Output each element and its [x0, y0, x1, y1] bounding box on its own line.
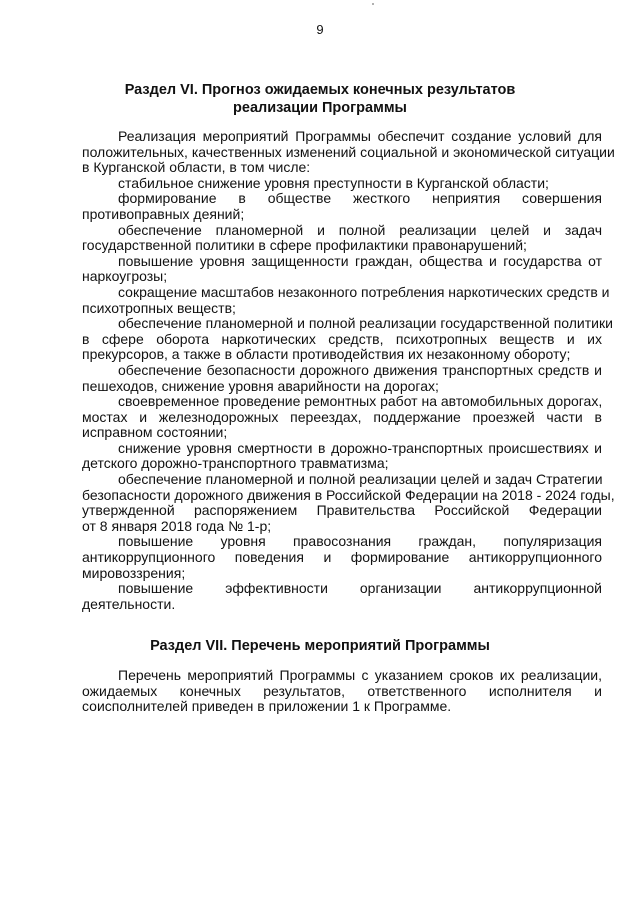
section-6-heading	[0, 81, 640, 117]
text-line: государственной политики в сфере профилактики правонарушений;	[82, 237, 527, 254]
text-line: Реализация мероприятий Программы обеспечит создание условий для	[118, 128, 602, 144]
text-line: в сфере оборота наркотических средств, психотропных веществ и их	[82, 330, 602, 347]
text-line: обеспечение планомерной и полной реализации целей и задач Стратегии	[118, 471, 603, 488]
section-6-title-line-1: Раздел VI. Прогноз ожидаемых конечных результатов	[124, 82, 516, 98]
section-7-body	[82, 668, 602, 715]
text-line: Перечень мероприятий Программы с указанием сроков их реализации,	[118, 667, 602, 683]
text-line: сокращение масштабов незаконного потребления наркотических средств и	[118, 283, 610, 300]
text-line: формирование в обществе жесткого неприятия совершения	[118, 190, 602, 207]
text-line: повышение уровня правосознания граждан, популяризация	[118, 533, 602, 550]
section-7-heading	[0, 637, 640, 655]
text-line: психотропных веществ;	[82, 299, 236, 316]
text-line: детского дорожно-транспортного травматизма;	[82, 455, 389, 472]
text-line: положительных, качественных изменений социальной и экономической ситуации	[82, 143, 615, 160]
text-line: пешеходов, снижение уровня аварийности на дорогах;	[82, 377, 439, 394]
section-6-title-line-2: реализации Программы	[233, 100, 407, 116]
text-line: мировоззрения;	[82, 564, 186, 581]
text-line: мостах и железнодорожных переездах, поддержание проезжей части в	[82, 408, 602, 425]
text-line: повышение эффективности организации антикоррупционной	[118, 580, 602, 597]
text-line: прекурсоров, а также в области противодействия их незаконному обороту;	[82, 346, 571, 363]
text-line: антикоррупционного поведения и формирование антикоррупционного	[82, 549, 602, 566]
text-line: утвержденной распоряжением Правительства Российской Федерации	[82, 502, 602, 519]
text-line: противоправных деяний;	[82, 205, 245, 222]
text-line: снижение уровня смертности в дорожно-транспортных происшествиях и	[118, 439, 602, 456]
text-line: от 8 января 2018 года № 1-р;	[82, 517, 272, 534]
text-line: обеспечение планомерной и полной реализации целей и задач	[118, 221, 602, 238]
text-line: повышение уровня защищенности граждан, общества и государства от	[118, 252, 602, 269]
text-line: ожидаемых конечных результатов, ответственного исполнителя и	[82, 682, 602, 699]
section-7-title: Раздел VII. Перечень мероприятий Программы	[150, 638, 490, 654]
text-line: обеспечение планомерной и полной реализации государственной политики	[118, 315, 613, 332]
section-6-body	[82, 128, 615, 612]
text-line: своевременное проведение ремонтных работ на автомобильных дорогах,	[118, 393, 603, 410]
text-line: исправном состоянии;	[82, 424, 228, 441]
text-line: в Курганской области, в том числе:	[82, 159, 311, 176]
text-line: соисполнителей приведен в приложении 1 к Программе.	[82, 698, 452, 715]
text-line: стабильное снижение уровня преступности в Курганской области;	[118, 174, 549, 191]
page-number: 9	[316, 22, 324, 37]
text-line: наркоугрозы;	[82, 268, 168, 285]
text-line: безопасности дорожного движения в Российской Федерации на 2018 - 2024 годы,	[82, 486, 615, 503]
text-line: обеспечение безопасности дорожного движения транспортных средств и	[118, 361, 602, 378]
scan-speck	[372, 3, 374, 5]
text-line: деятельности.	[82, 595, 176, 612]
